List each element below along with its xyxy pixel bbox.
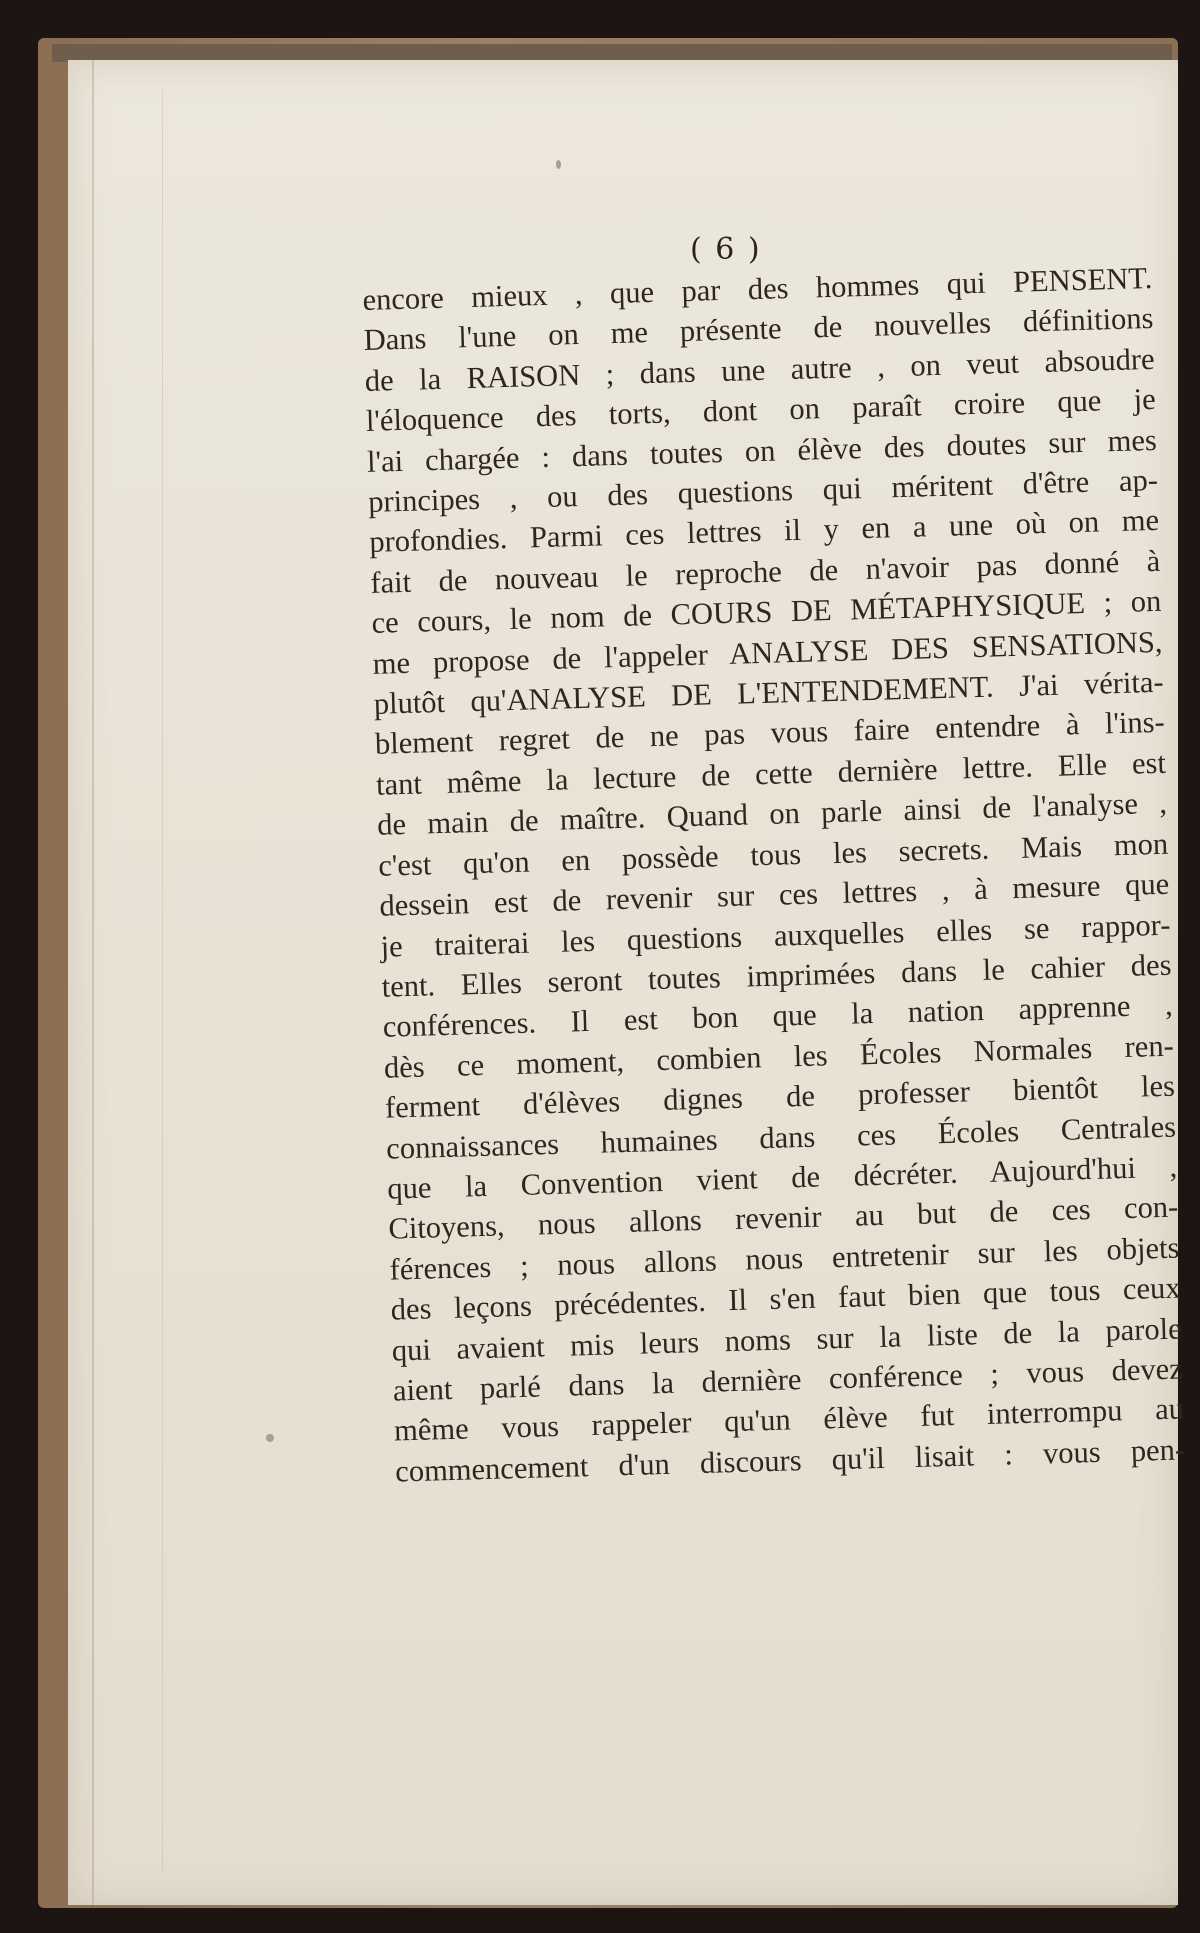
text-line: férences ; nous allons nous entretenir sur les objets (389, 1230, 1180, 1287)
text-line: de la RAISON ; dans une autre , on veut absoudre (364, 341, 1155, 398)
text-line: commencement d'un discours qu'il lisait : vous pen- (394, 1432, 1186, 1489)
text-line: que la Convention vient de décréter. Aujourd'hui , (386, 1149, 1178, 1206)
text-line: tant même la lecture de cette dernière lettre. Elle est (375, 745, 1167, 802)
text-line: je traiterai les questions auxquelles elles se rappor- (380, 907, 1171, 964)
text-line: encore mieux , que par des hommes qui PENSENT. (362, 260, 1153, 317)
page-number: ( 6 ) (690, 232, 762, 267)
ink-spot (266, 1434, 274, 1442)
text-line: connaissances humaines dans ces Écoles Centrales (385, 1109, 1177, 1166)
text-line: plutôt qu'ANALYSE DE L'ENTENDEMENT. J'ai vérita- (373, 664, 1165, 721)
text-line: me propose de l'appeler ANALYSE DES SENSATIONS, (372, 624, 1163, 681)
text-line: c'est qu'on en possède tous les secrets. Mais mon (377, 826, 1169, 883)
ink-spot (556, 160, 561, 169)
text-line: blement regret de ne pas vous faire entendre à l'ins- (374, 705, 1166, 762)
page-fold-line (162, 90, 163, 1870)
text-line: l'éloquence des torts, dont on paraît croire que je (365, 382, 1157, 439)
text-line: de main de maître. Quand on parle ainsi de l'analyse , (376, 786, 1168, 843)
text-line: l'ai chargée : dans toutes on élève des doutes sur mes (366, 422, 1158, 479)
text-line: ce cours, le nom de COURS DE MÉTAPHYSIQUE ; on (371, 584, 1162, 641)
text-line: qui avaient mis leurs noms sur la liste de la parole (391, 1311, 1183, 1368)
text-line: profondies. Parmi ces lettres il y en a une où on me (368, 503, 1160, 560)
page-edge-line (92, 60, 94, 1905)
text-line: Citoyens, nous allons revenir au but de ces con- (388, 1189, 1179, 1246)
text-line: fait de nouveau le reproche de n'avoir pas donné à (369, 543, 1161, 600)
text-line: ferment d'élèves dignes de professer bientôt les (384, 1068, 1176, 1125)
text-line: dessein est de revenir sur ces lettres , à mesure que (379, 866, 1170, 923)
text-line: Dans l'une on me présente de nouvelles définitions (363, 301, 1154, 358)
text-line: conférences. Il est bon que la nation apprenne , (382, 987, 1174, 1045)
text-line: aient parlé dans la dernière conférence ; vous devez (392, 1351, 1184, 1408)
text-line: dès ce moment, combien les Écoles Normales ren- (383, 1028, 1175, 1085)
text-line: des leçons précédentes. Il s'en faut bien que tous ceux (390, 1270, 1181, 1327)
body-text (362, 258, 1186, 1492)
text-line: même vous rappeler qu'un élève fut interrompu au (393, 1391, 1185, 1448)
text-line: tent. Elles seront toutes imprimées dans le cahier des (381, 947, 1172, 1004)
text-line: principes , ou des questions qui méritent d'être ap- (367, 462, 1159, 519)
